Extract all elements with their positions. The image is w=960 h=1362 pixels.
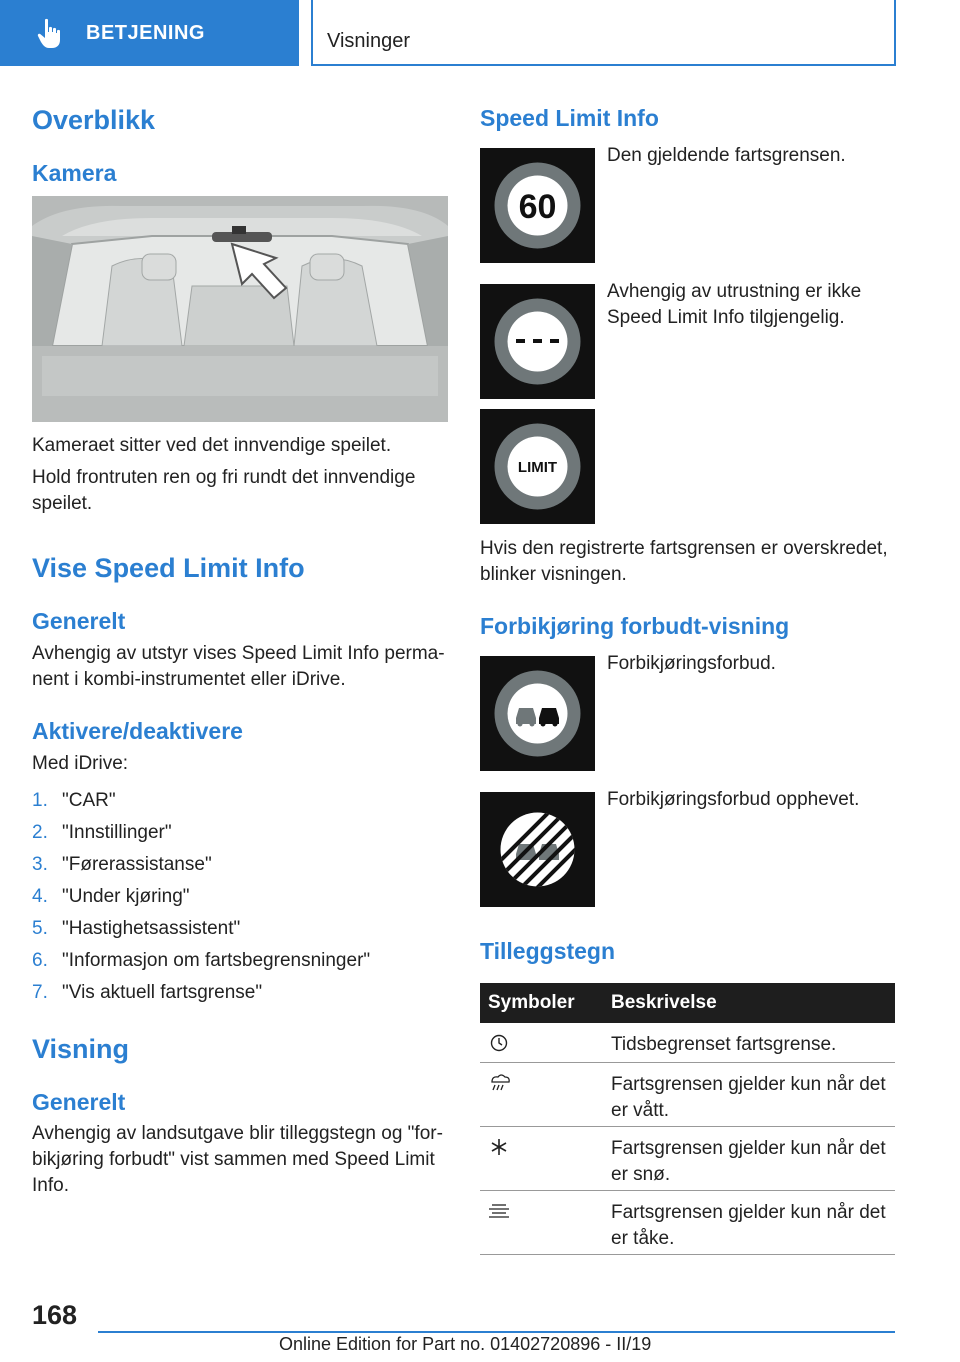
no-overtaking-sign-icon [480,656,595,771]
paragraph-no-overtaking: Forbikjøringsforbud. [607,653,776,674]
list-item: 7. "Vis aktuell fartsgrense" [32,982,263,1003]
heading-tilleggstegn: Tilleggstegn [480,938,616,964]
hand-pointer-icon [34,16,68,50]
heading-overblikk: Overblikk [32,105,156,135]
list-item: 4. "Under kjøring" [32,886,190,907]
sign-limit-text: LIMIT [517,459,558,476]
list-item: 2. "Innstillinger" [32,822,172,843]
paragraph-exceeded: Hvis den registrerte fartsgrensen er overskredet, blinker visningen. [480,538,888,585]
paragraph-end-no-overtaking: Forbikjøringsforbud opphevet. [607,789,860,810]
speed-unavailable-sign-icon [480,284,595,399]
chapter-title-box [311,0,896,66]
heading-speed-limit-info: Speed Limit Info [480,105,659,131]
heading-aktivere: Aktivere/deaktivere [32,718,243,744]
clock-icon [486,1033,512,1053]
paragraph-kamera-clean: Hold frontruten ren og fri rundt det innvendige speilet. [32,467,416,514]
chapter-title: Visninger [327,30,411,52]
section-label: BETJENING [86,21,205,44]
rain-cloud-icon [486,1073,512,1093]
list-item: 6. "Informasjon om fartsbegrensninger" [32,950,371,971]
paragraph-sign-60: Den gjeldende fartsgrensen. [607,145,846,166]
heading-forbikjoring: Forbikjøring forbudt-visning [480,613,790,639]
table-row: Fartsgrensen gjelder kun når det er tåke. [480,1191,895,1255]
table-row: Tidsbegrenset fartsgrense. [480,1023,895,1063]
page-number: 168 [32,1300,78,1330]
fog-icon [486,1201,512,1221]
table-row: Fartsgrensen gjelder kun når det er snø. [480,1127,895,1191]
heading-generelt-2: Generelt [32,1089,126,1115]
snowflake-icon [486,1137,512,1157]
limit-sign-icon [480,409,595,524]
camera-location-illustration [32,196,448,422]
idrive-steps-list [32,790,452,1014]
paragraph-sign-unavailable: Avhengig av utrustning er ikke Speed Limit Info tilgjengelig. [607,281,862,328]
speed-60-sign-icon [480,148,595,263]
paragraph-generelt-2: Avhengig av landsutgave blir tilleggstegn og "for‐bikjøring forbudt" vist sammen med Speed Limit Info. [32,1123,443,1196]
heading-vise-speed-limit-info: Vise Speed Limit Info [32,553,305,583]
additional-signs-table [480,983,895,1255]
list-item: 3. "Førerassistanse" [32,854,212,875]
paragraph-kamera-location: Kameraet sitter ved det innvendige speilet. [32,435,392,456]
sign-60-text: 60 [518,188,557,226]
list-item: 1. "CAR" [32,790,116,811]
heading-generelt-1: Generelt [32,608,126,634]
paragraph-generelt-1: Avhengig av utstyr vises Speed Limit Info perma‐nent i kombi-instrumentet eller iDrive. [32,643,445,690]
heading-visning: Visning [32,1034,130,1064]
table-row: Fartsgrensen gjelder kun når det er vått. [480,1063,895,1127]
table-header [480,983,895,1023]
column-header-beskrivelse: Beskrivelse [611,992,717,1013]
column-header-symboler: Symboler [488,992,575,1013]
paragraph-med-idrive: Med iDrive: [32,753,129,774]
section-tab [0,0,299,66]
end-no-overtaking-sign-icon [480,792,595,907]
heading-kamera: Kamera [32,160,117,186]
list-item: 5. "Hastighetsassistent" [32,918,241,939]
footer-divider [98,1331,895,1333]
footer-edition: Online Edition for Part no. 01402720896 - II/19 [279,1334,652,1354]
